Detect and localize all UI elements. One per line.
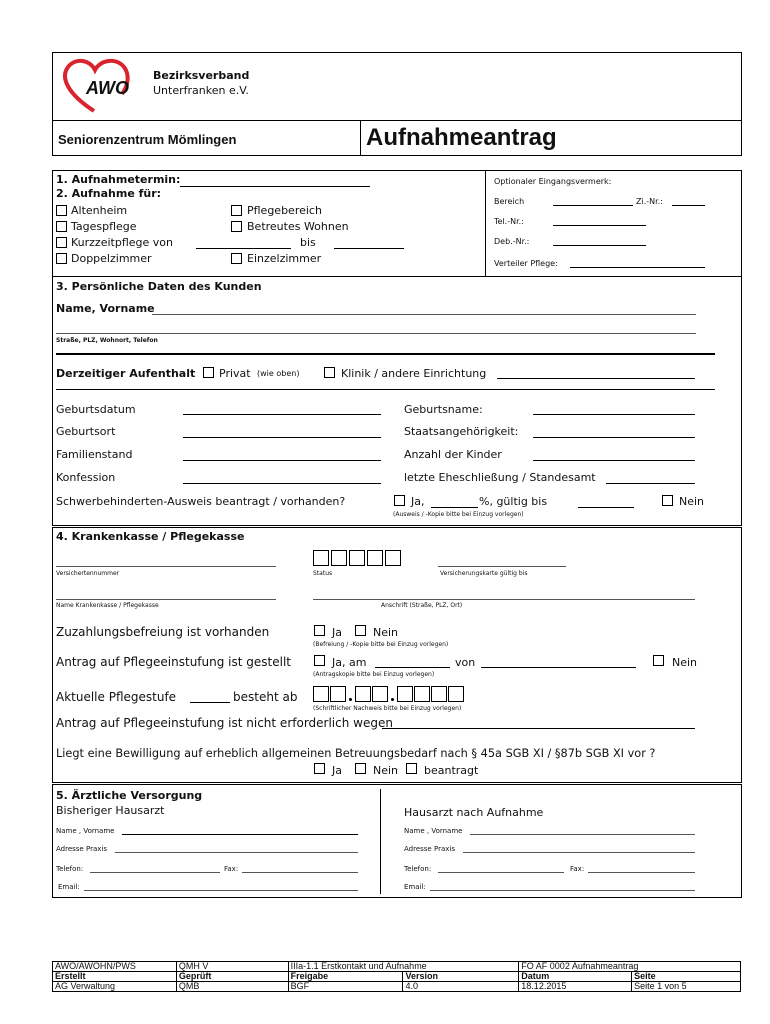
kurzzeitpflege-label: Kurzzeitpflege von <box>71 236 173 249</box>
aufnahmetermin-label: 1. Aufnahmetermin: <box>56 173 181 186</box>
date-dot-1 <box>349 698 352 701</box>
privat-label: Privat <box>219 367 251 380</box>
wie-oben-label: (wie oben) <box>257 369 300 378</box>
nicht-erforderlich-label: Antrag auf Pflegeeinstufung ist nicht erforderlich wegen <box>56 716 393 730</box>
header-vdivider <box>360 120 361 156</box>
footer-geprueft: QMB <box>176 982 288 992</box>
hausarzt-nach-label: Hausarzt nach Aufnahme <box>404 806 544 819</box>
klinik-label: Klinik / andere Einrichtung <box>341 367 487 380</box>
status-box-4[interactable] <box>367 550 383 566</box>
neuer-email-label: Email: <box>404 883 426 891</box>
bisheriger-adresse-label: Adresse Praxis <box>56 845 107 853</box>
schwerbehindert-nein-label: Nein <box>679 495 705 508</box>
footer-process: IIIa-1.1 Erstkontakt und Aufnahme <box>288 962 519 972</box>
page-title: Aufnahmeantrag <box>366 124 557 151</box>
bewilligung-ja-label: Ja <box>332 764 342 777</box>
bisheriger-adresse-line[interactable] <box>115 852 358 853</box>
doppelzimmer-checkbox[interactable] <box>56 253 67 264</box>
footer-seite: Seite 1 von 5 <box>632 982 741 992</box>
aufenthalt-label: Derzeitiger Aufenthalt <box>56 367 196 380</box>
einzelzimmer-checkbox[interactable] <box>231 253 242 264</box>
status-box-1[interactable] <box>313 550 329 566</box>
prozent-label: %, gültig bis <box>479 495 548 508</box>
karte-gueltig-label: Versicherungskarte gültig bis <box>440 570 528 577</box>
neuer-adresse-label: Adresse Praxis <box>404 845 455 853</box>
date-box-y4[interactable] <box>448 686 464 702</box>
logo-text: AWO <box>86 78 129 98</box>
footer-table <box>52 961 741 992</box>
eingang-deb-label: Deb.-Nr.: <box>494 237 530 246</box>
zuzahlung-label: Zuzahlungsbefreiung ist vorhanden <box>56 625 270 639</box>
kurzzeit-bis-line[interactable] <box>334 248 404 249</box>
bisheriger-fax-label: Fax: <box>224 865 239 873</box>
date-dot-2 <box>391 698 394 701</box>
bewilligung-label: Liegt eine Bewilligung auf erheblich allgemeinen Betreuungsbedarf nach § 45a SGB XI / §87b SGB XI vor ? <box>56 747 656 760</box>
geburtsname-line[interactable] <box>533 414 695 415</box>
geburtsdatum-line[interactable] <box>183 414 381 415</box>
schwerbehindert-nein-checkbox[interactable] <box>662 495 673 506</box>
eingang-title: Optionaler Eingangsvermerk: <box>494 177 612 186</box>
eingang-bereich-line[interactable] <box>553 205 633 206</box>
kurzzeit-bis-label: bis <box>300 236 316 249</box>
name-kasse-line[interactable] <box>56 599 276 600</box>
name-label: Name, Vorname <box>56 302 155 315</box>
zuzahlung-nein-label: Nein <box>373 626 399 639</box>
zuzahlung-ja-checkbox[interactable] <box>314 625 325 636</box>
klinik-line[interactable] <box>497 378 695 379</box>
facility-name: Seniorenzentrum Mömlingen <box>58 132 237 147</box>
footer-form-id: FO AF 0002 Aufnahmeantrag <box>519 962 741 972</box>
schwerbehindert-label: Schwerbehinderten-Ausweis beantragt / vorhanden? <box>56 495 346 508</box>
antrag-nein-label: Nein <box>672 656 698 669</box>
eingang-verteiler-line[interactable] <box>570 267 705 268</box>
antrag-am-line[interactable] <box>375 667 450 668</box>
aufenthalt-top-rule <box>56 353 715 355</box>
footer-version: 4.0 <box>403 982 519 992</box>
bisheriger-email-label: Email: <box>58 883 80 891</box>
strasse-label: Straße, PLZ, Wohnort, Telefon <box>56 337 158 344</box>
familienstand-label: Familienstand <box>56 448 133 461</box>
status-box-2[interactable] <box>331 550 347 566</box>
geburtsname-label: Geburtsname: <box>404 403 483 416</box>
eingang-divider <box>485 170 486 276</box>
betreutes-wohnen-checkbox[interactable] <box>231 221 242 232</box>
date-box-d2[interactable] <box>330 686 346 702</box>
familienstand-line[interactable] <box>183 460 381 461</box>
footer-row-3 <box>53 982 741 992</box>
eheschliessung-label: letzte Eheschließung / Standesamt <box>404 471 596 484</box>
altenheim-checkbox[interactable] <box>56 205 67 216</box>
aufenthalt-bottom-rule <box>56 389 715 390</box>
anschrift-label: Anschrift (Straße, PLZ, Ort) <box>381 602 463 609</box>
eingang-zi-label: Zi.-Nr.: <box>636 197 663 206</box>
footer-scope: AWO/AWOHN/PWS <box>53 962 177 972</box>
sec4-title: 4. Krankenkasse / Pflegekasse <box>56 530 245 543</box>
awo-logo <box>60 56 150 116</box>
sec3-title: 3. Persönliche Daten des Kunden <box>56 280 262 293</box>
antrag-nein-checkbox[interactable] <box>653 655 664 666</box>
footer-erstellt: AG Verwaltung <box>53 982 177 992</box>
name-kasse-label: Name Krankenkasse / Pflegekasse <box>56 602 159 609</box>
nachweis-hinweis: (Schriftlicher Nachweis bitte bei Einzug vorlegen) <box>313 705 462 712</box>
sec5-title: 5. Ärztliche Versorgung <box>56 789 203 802</box>
geburtsort-label: Geburtsort <box>56 425 116 438</box>
date-box-d1[interactable] <box>313 686 329 702</box>
status-label: Status <box>313 570 333 577</box>
date-box-m1[interactable] <box>355 686 371 702</box>
neuer-email-line[interactable] <box>430 890 695 891</box>
aufnahme-fuer-label: 2. Aufnahme für: <box>56 187 162 200</box>
gueltig-bis-line[interactable] <box>578 507 634 508</box>
karte-gueltig-line[interactable] <box>438 566 566 567</box>
bisheriger-name-label: Name , Vorname <box>56 827 115 835</box>
eheschliessung-line[interactable] <box>606 483 695 484</box>
antrag-ja-checkbox[interactable] <box>314 655 325 666</box>
betreutes-wohnen-label: Betreutes Wohnen <box>247 220 349 233</box>
aufnahmetermin-line[interactable] <box>180 186 370 187</box>
date-box-y2[interactable] <box>414 686 430 702</box>
besteht-ab-label: besteht ab <box>233 690 298 704</box>
kurzzeitpflege-checkbox[interactable] <box>56 237 67 248</box>
altenheim-label: Altenheim <box>71 204 128 217</box>
geburtsort-line[interactable] <box>183 437 381 438</box>
staatsangehoerigkeit-label: Staatsangehörigkeit: <box>404 425 519 438</box>
eingang-zi-line[interactable] <box>672 205 705 206</box>
neuer-adresse-line[interactable] <box>463 852 695 853</box>
footer-manual: QMH V <box>176 962 288 972</box>
zuzahlung-nein-checkbox[interactable] <box>355 625 366 636</box>
pflegestufe-label: Aktuelle Pflegestufe <box>56 690 177 704</box>
versichertennummer-label: Versichertennummer <box>56 570 120 577</box>
footer-freigabe: BGF <box>288 982 403 992</box>
footer-h-seite: Seite <box>632 972 741 982</box>
bisheriger-fax-line[interactable] <box>242 872 358 873</box>
antrag-hinweis: (Antragskopie bitte bei Einzug vorlegen) <box>313 671 435 678</box>
status-box-3[interactable] <box>349 550 365 566</box>
versichertennummer-line[interactable] <box>56 566 276 567</box>
konfession-label: Konfession <box>56 471 116 484</box>
zuzahlung-ja-label: Ja <box>332 626 342 639</box>
bewilligung-beantragt-label: beantragt <box>424 764 479 777</box>
kinder-label: Anzahl der Kinder <box>404 448 502 461</box>
schwerbehindert-ja-label: Ja, <box>411 495 425 508</box>
anschrift-line[interactable] <box>313 599 695 600</box>
bisheriger-email-line[interactable] <box>84 890 358 891</box>
kinder-line[interactable] <box>533 460 695 461</box>
date-box-y1[interactable] <box>397 686 413 702</box>
name-line[interactable] <box>152 314 696 315</box>
footer-h-freigabe: Freigabe <box>288 972 403 982</box>
bisheriger-name-line[interactable] <box>122 834 358 835</box>
sec3-divider <box>52 276 742 277</box>
date-box-m2[interactable] <box>372 686 388 702</box>
bisheriger-hausarzt-label: Bisheriger Hausarzt <box>56 804 165 817</box>
eingang-deb-line[interactable] <box>553 245 646 246</box>
footer-row-1 <box>53 962 741 972</box>
footer-h-erstellt: Erstellt <box>53 972 177 982</box>
antrag-gestellt-label: Antrag auf Pflegeeinstufung ist gestellt <box>56 655 291 669</box>
pflegebereich-label: Pflegebereich <box>247 204 322 217</box>
date-box-y3[interactable] <box>431 686 447 702</box>
tagespflege-label: Tagespflege <box>71 220 137 233</box>
bewilligung-ja-checkbox[interactable] <box>314 763 325 774</box>
footer-h-version: Version <box>403 972 519 982</box>
klinik-checkbox[interactable] <box>324 367 335 378</box>
eingang-bereich-label: Bereich <box>494 197 525 206</box>
konfession-line[interactable] <box>183 483 381 484</box>
footer-row-2 <box>53 972 741 982</box>
eingang-tel-label: Tel.-Nr.: <box>494 217 524 226</box>
antrag-ja-am-label: Ja, am <box>332 656 367 669</box>
neuer-fax-line[interactable] <box>588 872 695 873</box>
org-name: Bezirksverband <box>153 69 250 82</box>
footer-h-datum: Datum <box>519 972 632 982</box>
bewilligung-nein-label: Nein <box>373 764 399 777</box>
footer-h-geprueft: Geprüft <box>176 972 288 982</box>
antrag-von-label: von <box>455 656 476 669</box>
status-box-5[interactable] <box>385 550 401 566</box>
neuer-telefon-line[interactable] <box>438 872 564 873</box>
privat-checkbox[interactable] <box>203 367 214 378</box>
neuer-name-line[interactable] <box>470 834 695 835</box>
pflegebereich-checkbox[interactable] <box>231 205 242 216</box>
bisheriger-telefon-label: Telefon: <box>56 865 84 873</box>
org-region: Unterfranken e.V. <box>153 84 249 97</box>
address-line[interactable] <box>56 333 696 334</box>
bewilligung-nein-checkbox[interactable] <box>355 763 366 774</box>
sec5-divider <box>380 789 381 894</box>
einzelzimmer-label: Einzelzimmer <box>247 252 322 265</box>
tagespflege-checkbox[interactable] <box>56 221 67 232</box>
footer-datum: 18.12.2015 <box>519 982 632 992</box>
antrag-von-line[interactable] <box>481 667 636 668</box>
doppelzimmer-label: Doppelzimmer <box>71 252 152 265</box>
neuer-telefon-label: Telefon: <box>404 865 432 873</box>
staatsangehoerigkeit-line[interactable] <box>533 437 695 438</box>
bisheriger-telefon-line[interactable] <box>90 872 220 873</box>
schwerbehindert-ja-checkbox[interactable] <box>394 495 405 506</box>
nicht-erforderlich-line[interactable] <box>382 728 695 729</box>
prozent-line[interactable] <box>431 507 478 508</box>
eingang-tel-line[interactable] <box>553 225 646 226</box>
pflegestufe-line[interactable] <box>190 702 230 703</box>
kurzzeit-von-line[interactable] <box>196 248 291 249</box>
befreiung-hinweis: (Befreiung / -Kopie bitte bei Einzug vorlegen) <box>313 641 449 648</box>
ausweis-hinweis: (Ausweis / -Kopie bitte bei Einzug vorlegen) <box>393 511 524 518</box>
geburtsdatum-label: Geburtsdatum <box>56 403 136 416</box>
neuer-name-label: Name , Vorname <box>404 827 463 835</box>
neuer-fax-label: Fax: <box>570 865 585 873</box>
eingang-verteiler-label: Verteiler Pflege: <box>494 259 558 268</box>
header-divider <box>52 120 742 121</box>
bewilligung-beantragt-checkbox[interactable] <box>406 763 417 774</box>
section-1-3-box <box>52 170 742 526</box>
